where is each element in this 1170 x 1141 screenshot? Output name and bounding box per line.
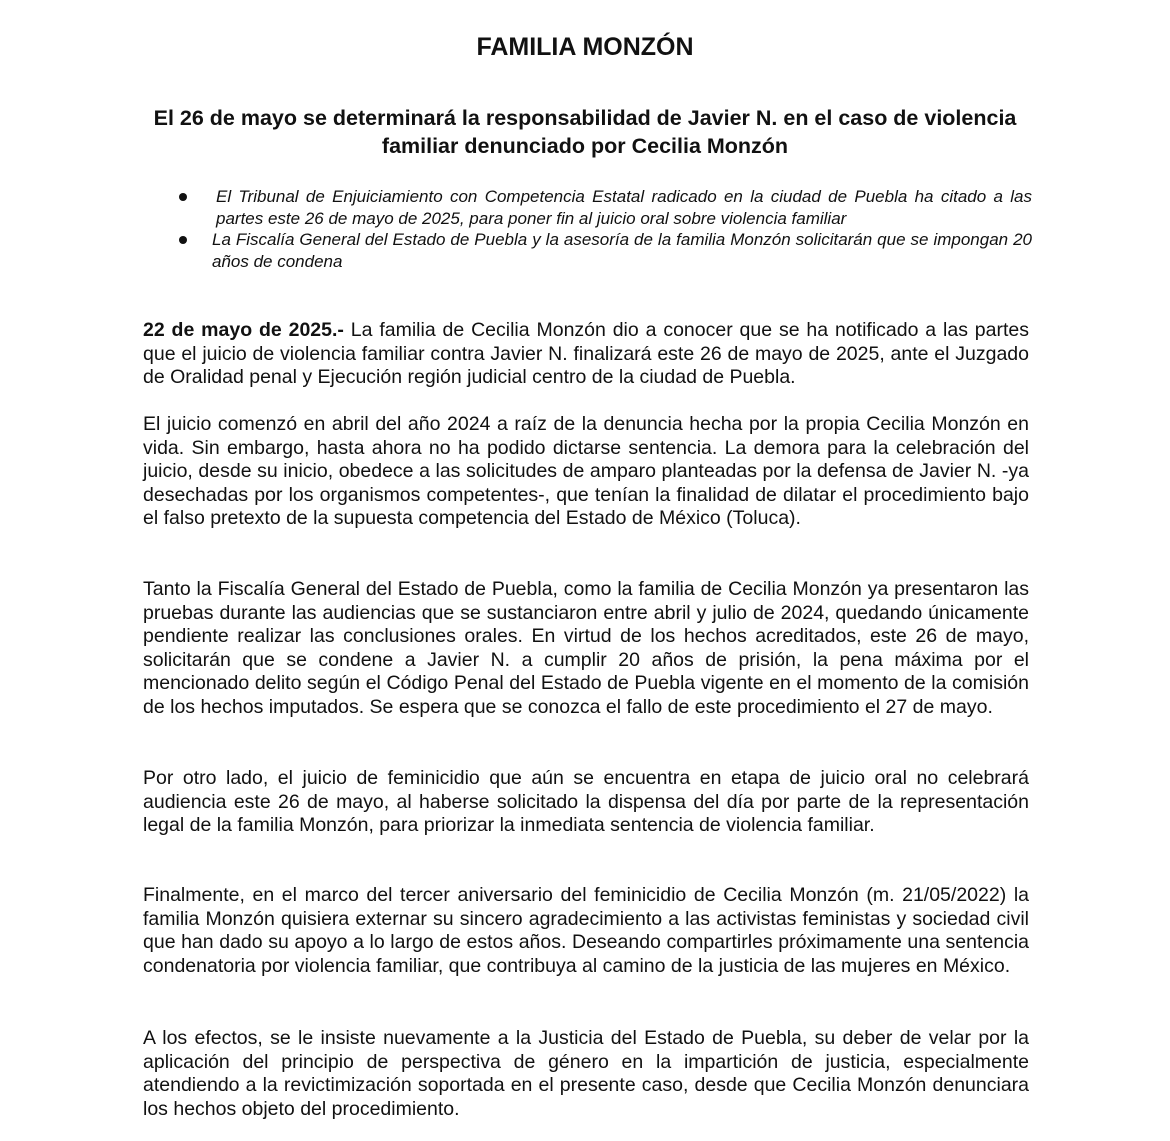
body-paragraph: Finalmente, en el marco del tercer aniversario del feminicidio de Cecilia Monzón (m. 21/05/2022) la familia Monzón quisiera externar su sincero agradecimiento a las activistas feministas y sociedad civil que han dado su apoyo a lo largo de estos años. Deseando compartirles próximamente una sentencia condenatoria por violencia familiar, que contribuya al camino de la justicia de las mujeres en México. xyxy=(143,884,1029,977)
body-paragraph: A los efectos, se le insiste nuevamente a la Justicia del Estado de Puebla, su deber de velar por la aplicación del principio de perspectiva de género en la impartición de justicia, especialmente atendiendo a la revictimización soportada en el presente caso, desde que Cecilia Monzón denunciara los hechos objeto del procedimiento. xyxy=(143,1027,1029,1120)
body-paragraph-intro xyxy=(143,319,1029,390)
document-title: FAMILIA MONZÓN xyxy=(476,33,694,61)
dateline: 22 de mayo de 2025.- xyxy=(143,319,344,341)
summary-bullet-item xyxy=(172,229,1032,272)
summary-bullet-list xyxy=(172,186,1032,272)
body-paragraph: El juicio comenzó en abril del año 2024 a raíz de la denuncia hecha por la propia Cecilia Monzón en vida. Sin embargo, hasta ahora no ha podido dictarse sentencia. La demora para la celebración del juicio, desde su inicio, obedece a las solicitudes de amparo planteadas por la defensa de Javier N. -ya desechadas por los organismos competentes-, que tenían la finalidad de dilatar el procedimiento bajo el falso pretexto de la supuesta competencia del Estado de México (Toluca). xyxy=(143,413,1029,529)
document-subtitle: El 26 de mayo se determinará la responsabilidad de Javier N. en el caso de violencia familiar denunciado por Cecilia Monzón xyxy=(153,106,1017,158)
intro-paragraph-text: La familia de Cecilia Monzón dio a conocer que se ha notificado a las partes que el juicio de violencia familiar contra Javier N. finalizará este 26 de mayo de 2025, ante el Juzgado de Oralidad penal y Ejecución región judicial centro de la ciudad de Puebla. xyxy=(143,319,1030,388)
summary-bullet-text: La Fiscalía General del Estado de Puebla y la asesoría de la familia Monzón solicitarán que se impongan 20 años de condena xyxy=(212,230,1032,271)
summary-bullet-item xyxy=(172,186,1032,229)
bullet-dot-icon xyxy=(179,193,187,201)
body-paragraph: Tanto la Fiscalía General del Estado de Puebla, como la familia de Cecilia Monzón ya presentaron las pruebas durante las audiencias que se sustanciaron entre abril y julio de 2024, quedando únicamente pendiente realizar las conclusiones orales. En virtud de los hechos acreditados, este 26 de mayo, solicitarán que se condene a Javier N. a cumplir 20 años de prisión, la pena máxima por el mencionado delito según el Código Penal del Estado de Puebla vigente en el momento de la comisión de los hechos imputados. Se espera que se conozca el fallo de este procedimiento el 27 de mayo. xyxy=(143,578,1029,718)
bullet-dot-icon xyxy=(179,236,187,244)
summary-bullet-text: El Tribunal de Enjuiciamiento con Competencia Estatal radicado en la ciudad de Puebla ha citado a las partes este 26 de mayo de 2025, para poner fin al juicio oral sobre violencia familiar xyxy=(216,187,1032,228)
body-paragraph: Por otro lado, el juicio de feminicidio que aún se encuentra en etapa de juicio oral no celebrará audiencia este 26 de mayo, al haberse solicitado la dispensa del día por parte de la representación legal de la familia Monzón, para priorizar la inmediata sentencia de violencia familiar. xyxy=(143,767,1029,836)
